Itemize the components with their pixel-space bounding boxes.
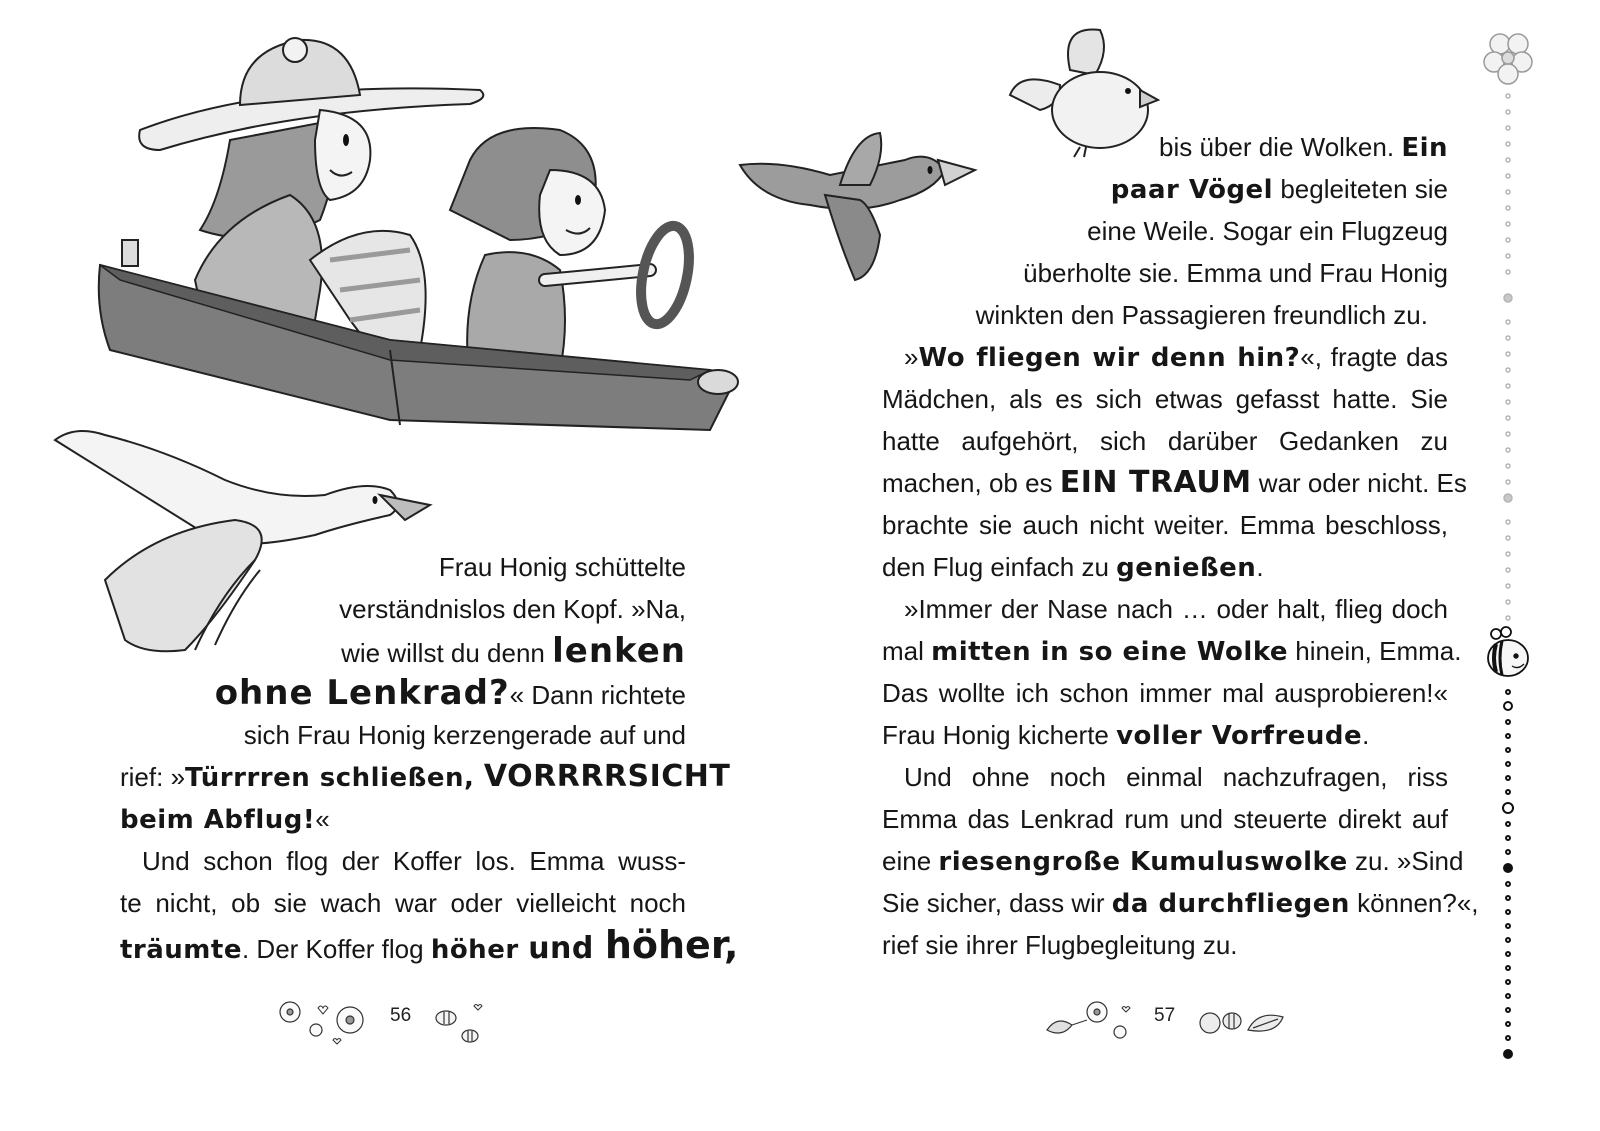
emphasis-text: beim Abflug!: [120, 805, 316, 835]
emphasis-text: Türrrren schließen,: [185, 763, 484, 793]
bee-leaf-footer-decoration-icon: [1198, 1005, 1288, 1040]
text-line: [120, 882, 686, 924]
text-line: [882, 924, 1448, 966]
body-text: Und schon flog der Koffer los. Emma wuss-: [142, 846, 686, 876]
right-page: [780, 0, 1600, 1131]
text-line: [882, 294, 1448, 336]
text-line: [882, 714, 1448, 756]
emphasis-text: voller Vorfreude: [1116, 721, 1363, 751]
body-text: Emma das Lenkrad rum und steuerte direkt auf: [882, 804, 1448, 834]
emphasis-caps-text: VORRRRSICHT: [483, 759, 731, 794]
page-number-right: 57: [1154, 1005, 1176, 1026]
text-line: [120, 756, 731, 798]
text-line: [120, 798, 686, 840]
body-text: Das wollte ich schon immer mal ausprobieren!«: [882, 678, 1448, 708]
emphasis-text: träumte: [120, 935, 242, 965]
body-text: »Immer der Nase nach … oder halt, flieg doch: [904, 594, 1448, 624]
body-text: zu. »Sind: [1347, 846, 1464, 876]
text-line: [882, 420, 1448, 462]
text-line: [882, 756, 1448, 798]
text-line: [882, 672, 1448, 714]
body-text: .: [1362, 720, 1370, 750]
emphasis-large-text: ohne Lenkrad?: [214, 673, 510, 713]
text-line: [882, 252, 1448, 294]
text-line: [120, 630, 686, 672]
body-text: Frau Honig schüttelte: [438, 552, 686, 582]
text-line: [882, 126, 1448, 168]
body-text: «: [315, 804, 330, 834]
text-line: [120, 840, 686, 882]
body-text: «, fragte das: [1300, 342, 1448, 372]
body-text: überholte sie. Emma und Frau Honig: [1023, 258, 1448, 288]
body-text: « Dann richtete: [509, 680, 686, 710]
leaf-flower-footer-decoration-icon: [1042, 1000, 1152, 1045]
body-text: Mädchen, als es sich etwas gefasst hatte. Sie: [882, 384, 1448, 414]
body-text: sich Frau Honig kerzengerade auf und: [243, 720, 686, 750]
body-text: .: [1256, 552, 1264, 582]
emphasis-text: genießen: [1116, 553, 1257, 583]
text-line: [120, 672, 686, 714]
suitcase-flight-illustration-icon: [90, 20, 760, 440]
emphasis-large-text: lenken: [552, 631, 686, 671]
body-text: hinein, Emma.: [1288, 636, 1462, 666]
text-line: [882, 798, 1448, 840]
text-line: [882, 378, 1448, 420]
text-line: [882, 210, 1448, 252]
body-text: war oder nicht. Es: [1251, 468, 1467, 498]
text-line: [882, 840, 1464, 882]
text-line: [882, 336, 1448, 378]
body-text: eine: [882, 846, 939, 876]
emphasis-text: paar Vögel: [1110, 175, 1274, 205]
body-text: Und ohne noch einmal nachzufragen, riss: [904, 762, 1448, 792]
body-text: . Der Koffer flog: [241, 934, 431, 964]
body-text: »: [904, 342, 919, 372]
text-line: [120, 714, 686, 756]
emphasis-text: da durchfliegen: [1111, 889, 1350, 919]
body-text: wie willst du denn: [341, 638, 553, 668]
emphasis-text: höher: [430, 935, 529, 965]
body-text: verständnislos den Kopf. »Na,: [339, 594, 686, 624]
emphasis-text: Wo fliegen wir denn hin?: [918, 343, 1301, 373]
text-line: [120, 923, 739, 967]
page-number-left: 56: [390, 1005, 412, 1026]
text-line: [882, 588, 1448, 630]
flowers-footer-decoration-icon: [278, 1000, 378, 1045]
text-line: [120, 546, 686, 588]
body-text: bis über die Wolken.: [1158, 132, 1402, 162]
text-line: [120, 588, 686, 630]
body-text: begleiteten sie: [1273, 174, 1448, 204]
text-line: [882, 546, 1448, 588]
body-text: rief sie ihrer Flugbegleitung zu.: [882, 930, 1238, 960]
body-text: brachte sie auch nicht weiter. Emma beschloss,: [882, 510, 1448, 540]
body-text: hatte aufgehört, sich darüber Gedanken zu: [882, 426, 1448, 456]
emphasis-caps-text: und: [528, 931, 605, 966]
left-page: [0, 0, 780, 1131]
text-line: [882, 882, 1479, 924]
emphasis-text: riesengroße Kumuluswolke: [938, 847, 1348, 877]
bees-footer-decoration-icon: [434, 1000, 489, 1045]
body-text: machen, ob es: [882, 468, 1060, 498]
emphasis-huge-text: höher,: [604, 923, 739, 967]
body-text: den Flug einfach zu: [882, 552, 1117, 582]
body-text: te nicht, ob sie wach war oder vielleicht noch: [120, 888, 686, 918]
emphasis-text: mitten in so eine Wolke: [931, 637, 1289, 667]
body-text: winkten den Passagieren freundlich zu.: [975, 300, 1428, 330]
body-text: können?«,: [1349, 888, 1479, 918]
body-text: Sie sicher, dass wir: [882, 888, 1112, 918]
body-text: eine Weile. Sogar ein Flugzeug: [1087, 216, 1448, 246]
text-line: [882, 504, 1448, 546]
text-line: [882, 630, 1462, 672]
emphasis-caps-text: EIN TRAUM: [1059, 465, 1252, 500]
left-page-text: [120, 546, 739, 967]
body-text: rief: »: [120, 762, 186, 792]
body-text: mal: [882, 636, 932, 666]
dotted-rail-decoration-icon: [1482, 30, 1534, 1070]
right-page-text: [882, 126, 1479, 966]
text-line: [882, 462, 1467, 504]
emphasis-text: Ein: [1401, 133, 1448, 163]
body-text: Frau Honig kicherte: [882, 720, 1117, 750]
text-line: [882, 168, 1448, 210]
